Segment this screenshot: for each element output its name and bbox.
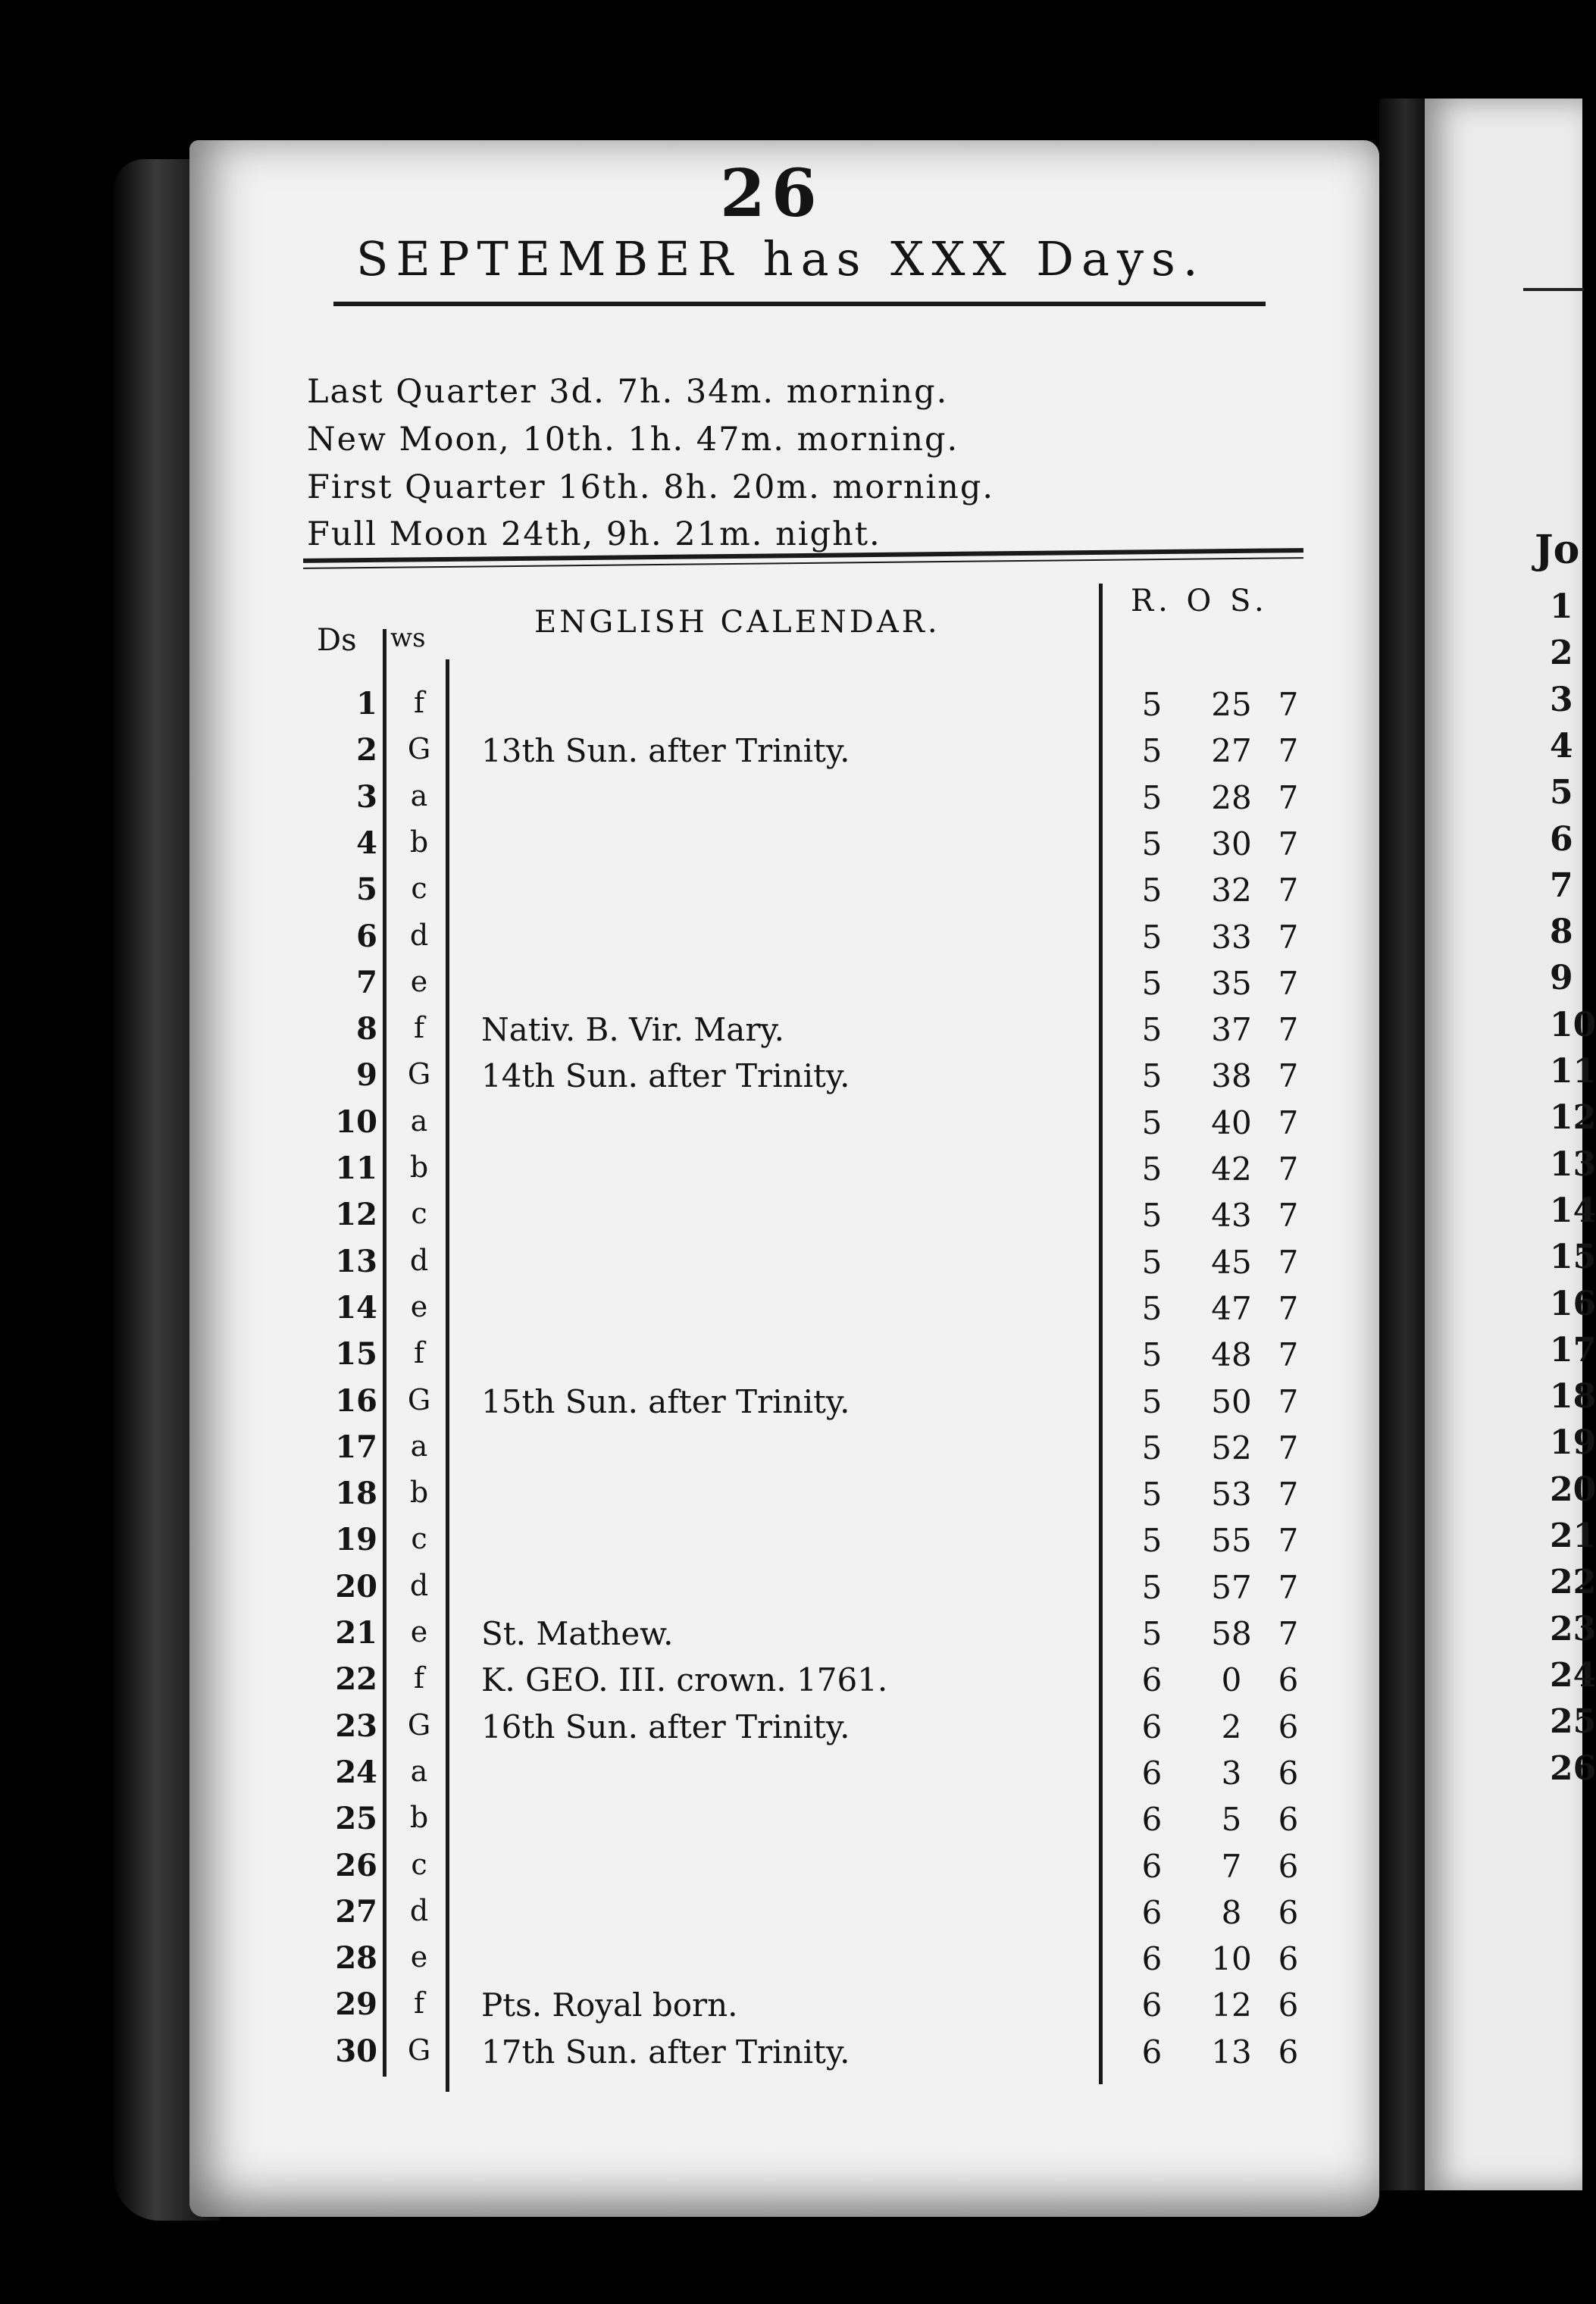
day-number: 11 — [335, 1150, 377, 1186]
facing-page-number: 18 — [1550, 1377, 1596, 1417]
sunrise-minute: 40 — [1211, 1103, 1252, 1141]
week-letter: f — [413, 1986, 425, 2021]
facing-page-number: 21 — [1550, 1517, 1596, 1555]
sunrise-hour: 5 — [1141, 872, 1163, 909]
facing-page-number: 3 — [1550, 680, 1573, 719]
sunrise-hour: 5 — [1141, 1057, 1163, 1095]
facing-page-number: 11 — [1550, 1052, 1596, 1091]
facing-page-number: 24 — [1550, 1655, 1596, 1695]
sunrise-hour: 5 — [1141, 1243, 1163, 1281]
sunset-hour: 7 — [1278, 825, 1299, 862]
facing-page-number: 23 — [1550, 1609, 1596, 1648]
sunrise-hour: 6 — [1141, 1893, 1163, 1931]
facing-page-number: 14 — [1550, 1191, 1596, 1230]
calendar-event: 13th Sun. after Trinity. — [481, 732, 850, 770]
sunset-hour: 7 — [1278, 686, 1299, 723]
sunrise-minute: 30 — [1211, 825, 1252, 862]
week-letter: a — [410, 778, 428, 812]
sunset-hour: 7 — [1278, 1568, 1299, 1606]
sunset-hour: 6 — [1278, 1754, 1299, 1792]
facing-page-number: 8 — [1550, 913, 1573, 952]
page-title: SEPTEMBER has XXX Days. — [356, 231, 1206, 286]
facing-page-number: 16 — [1550, 1284, 1596, 1323]
day-number: 10 — [335, 1103, 377, 1140]
column-divider-calendar — [1099, 584, 1103, 2084]
sunrise-minute: 33 — [1211, 918, 1252, 956]
column-divider-letters — [446, 659, 449, 2092]
day-number: 8 — [356, 1011, 377, 1047]
week-letter: f — [413, 686, 425, 719]
sunrise-minute: 38 — [1211, 1057, 1252, 1095]
sunrise-hour: 5 — [1141, 1336, 1163, 1374]
sunset-hour: 7 — [1278, 1429, 1299, 1467]
day-number: 2 — [356, 732, 377, 769]
sunrise-minute: 27 — [1211, 732, 1252, 770]
sunrise-minute: 57 — [1211, 1568, 1252, 1606]
sunrise-hour: 5 — [1141, 1289, 1163, 1327]
week-letter: b — [409, 1150, 429, 1184]
sunset-hour: 7 — [1278, 778, 1299, 816]
sunset-hour: 7 — [1278, 1336, 1299, 1374]
day-number: 23 — [335, 1708, 377, 1744]
calendar-event: 17th Sun. after Trinity. — [481, 2033, 850, 2071]
sunrise-hour: 6 — [1141, 1661, 1163, 1699]
sunrise-minute: 48 — [1211, 1336, 1252, 1374]
day-number: 21 — [335, 1615, 377, 1651]
facing-page-rule — [1523, 288, 1584, 291]
sunrise-minute: 42 — [1211, 1150, 1252, 1188]
facing-page-number: 9 — [1550, 959, 1573, 998]
sunrise-minute: 37 — [1211, 1011, 1252, 1049]
sunrise-minute: 53 — [1211, 1476, 1252, 1514]
sunrise-hour: 5 — [1141, 1615, 1163, 1652]
facing-page-number: 4 — [1550, 726, 1573, 765]
facing-page-number: 13 — [1550, 1144, 1596, 1184]
sunset-hour: 7 — [1278, 918, 1299, 956]
day-number: 14 — [335, 1289, 377, 1326]
week-letter: G — [407, 1057, 431, 1091]
week-letter-column-header: ws — [390, 623, 426, 653]
calendar-event: Pts. Royal born. — [481, 1986, 738, 2024]
sunset-hour: 6 — [1278, 1940, 1299, 1978]
week-letter: f — [413, 1661, 425, 1695]
day-number: 24 — [335, 1754, 377, 1790]
sunrise-hour: 5 — [1141, 1382, 1163, 1420]
column-divider-days — [383, 629, 386, 2077]
rise-set-column-header: R. O S. — [1131, 584, 1269, 618]
facing-page-number: 12 — [1550, 1098, 1596, 1138]
sunrise-minute: 47 — [1211, 1289, 1252, 1327]
week-letter: c — [411, 872, 427, 906]
sunrise-minute: 10 — [1211, 1940, 1252, 1978]
sunrise-hour: 5 — [1141, 1522, 1163, 1560]
day-number: 25 — [335, 1801, 377, 1837]
sunrise-hour: 6 — [1141, 2033, 1163, 2071]
day-number: 9 — [356, 1057, 377, 1094]
sunrise-minute: 3 — [1221, 1754, 1242, 1792]
sunrise-minute: 12 — [1211, 1986, 1252, 2024]
sunset-hour: 7 — [1278, 1150, 1299, 1188]
moon-phase-full-moon: Full Moon 24th, 9h. 21m. night. — [307, 515, 881, 553]
sunrise-hour: 6 — [1141, 1986, 1163, 2024]
sunset-hour: 7 — [1278, 872, 1299, 909]
sunset-hour: 6 — [1278, 1661, 1299, 1699]
week-letter: e — [410, 1615, 428, 1648]
day-number: 17 — [335, 1429, 377, 1465]
sunrise-minute: 35 — [1211, 964, 1252, 1002]
week-letter: d — [409, 1893, 429, 1927]
facing-page-number: 17 — [1550, 1330, 1596, 1370]
sunrise-hour: 5 — [1141, 1429, 1163, 1467]
week-letter: G — [407, 732, 431, 766]
sunrise-minute: 5 — [1221, 1801, 1242, 1839]
calendar-column-header: ENGLISH CALENDAR. — [534, 605, 940, 640]
sunset-hour: 6 — [1278, 1893, 1299, 1931]
week-letter: G — [407, 1382, 431, 1417]
facing-page-number: 10 — [1550, 1005, 1596, 1044]
facing-page-number: 2 — [1550, 634, 1573, 673]
sunrise-minute: 2 — [1221, 1708, 1242, 1745]
day-number: 19 — [335, 1522, 377, 1558]
sunset-hour: 7 — [1278, 1476, 1299, 1514]
sunrise-hour: 5 — [1141, 1150, 1163, 1188]
week-letter: c — [411, 1197, 427, 1231]
sunrise-hour: 6 — [1141, 1940, 1163, 1978]
sunrise-minute: 43 — [1211, 1197, 1252, 1235]
calendar-event: St. Mathew. — [481, 1615, 674, 1652]
day-number: 5 — [356, 872, 377, 908]
sunrise-hour: 6 — [1141, 1708, 1163, 1745]
day-number: 22 — [335, 1661, 377, 1698]
sunrise-hour: 5 — [1141, 1011, 1163, 1049]
title-rule — [333, 302, 1266, 306]
day-number: 7 — [356, 964, 377, 1000]
facing-page-number: 26 — [1550, 1748, 1596, 1788]
sunrise-minute: 32 — [1211, 872, 1252, 909]
sunrise-hour: 5 — [1141, 1476, 1163, 1514]
sunrise-hour: 6 — [1141, 1847, 1163, 1885]
day-number: 12 — [335, 1197, 377, 1233]
week-letter: f — [413, 1011, 425, 1045]
days-column-header: Ds — [317, 623, 357, 658]
sunrise-hour: 5 — [1141, 1568, 1163, 1606]
week-letter: b — [409, 1801, 429, 1835]
sunset-hour: 7 — [1278, 1011, 1299, 1049]
facing-page-number: 22 — [1550, 1563, 1596, 1602]
sunrise-hour: 5 — [1141, 1197, 1163, 1235]
sunrise-hour: 6 — [1141, 1801, 1163, 1839]
sunrise-minute: 13 — [1211, 2033, 1252, 2071]
sunrise-minute: 52 — [1211, 1429, 1252, 1467]
day-number: 26 — [335, 1847, 377, 1883]
week-letter: d — [409, 1568, 429, 1602]
day-number: 13 — [335, 1243, 377, 1279]
sunrise-hour: 6 — [1141, 1754, 1163, 1792]
sunrise-minute: 0 — [1221, 1661, 1242, 1699]
day-number: 28 — [335, 1940, 377, 1977]
sunset-hour: 6 — [1278, 2033, 1299, 2071]
facing-page-number: 20 — [1550, 1470, 1596, 1509]
day-number: 1 — [356, 686, 377, 722]
sunrise-hour: 5 — [1141, 686, 1163, 723]
week-letter: G — [407, 1708, 431, 1742]
day-number: 3 — [356, 778, 377, 815]
sunrise-minute: 58 — [1211, 1615, 1252, 1652]
sunrise-minute: 50 — [1211, 1382, 1252, 1420]
moon-phase-first-quarter: First Quarter 16th. 8h. 20m. morning. — [307, 468, 995, 506]
sunset-hour: 7 — [1278, 1197, 1299, 1235]
week-letter: a — [410, 1103, 428, 1138]
sunset-hour: 6 — [1278, 1801, 1299, 1839]
calendar-event: 15th Sun. after Trinity. — [481, 1382, 850, 1420]
sunset-hour: 7 — [1278, 1522, 1299, 1560]
sunset-hour: 6 — [1278, 1847, 1299, 1885]
facing-page-number: 19 — [1550, 1423, 1596, 1463]
sunrise-minute: 25 — [1211, 686, 1252, 723]
sunset-hour: 7 — [1278, 1243, 1299, 1281]
sunset-hour: 7 — [1278, 1057, 1299, 1095]
week-letter: G — [407, 2033, 431, 2067]
day-number: 6 — [356, 918, 377, 954]
facing-page-header: Jo — [1535, 527, 1580, 573]
page-number: 26 — [720, 155, 823, 232]
week-letter: d — [409, 918, 429, 952]
calendar-event: K. GEO. III. crown. 1761. — [481, 1661, 888, 1699]
calendar-event: 14th Sun. after Trinity. — [481, 1057, 850, 1095]
sunset-hour: 7 — [1278, 1615, 1299, 1652]
week-letter: c — [411, 1847, 427, 1881]
day-number: 18 — [335, 1476, 377, 1512]
sunrise-minute: 8 — [1221, 1893, 1242, 1931]
sunrise-hour: 5 — [1141, 732, 1163, 770]
week-letter: f — [413, 1336, 425, 1370]
sunrise-minute: 55 — [1211, 1522, 1252, 1560]
facing-page-number: 7 — [1550, 866, 1573, 905]
sunrise-hour: 5 — [1141, 1103, 1163, 1141]
day-number: 20 — [335, 1568, 377, 1604]
sunset-hour: 6 — [1278, 1708, 1299, 1745]
week-letter: e — [410, 964, 428, 998]
sunrise-hour: 5 — [1141, 778, 1163, 816]
week-letter: b — [409, 825, 429, 859]
moon-phase-new-moon: New Moon, 10th. 1h. 47m. morning. — [307, 421, 959, 459]
sunset-hour: 7 — [1278, 1103, 1299, 1141]
day-number: 30 — [335, 2033, 377, 2069]
sunset-hour: 7 — [1278, 732, 1299, 770]
sunrise-minute: 7 — [1221, 1847, 1242, 1885]
week-letter: e — [410, 1940, 428, 1974]
sunset-hour: 7 — [1278, 1382, 1299, 1420]
facing-page-number: 5 — [1550, 773, 1573, 812]
day-number: 16 — [335, 1382, 377, 1419]
day-number: 4 — [356, 825, 377, 861]
week-letter: a — [410, 1754, 428, 1788]
facing-page-number: 15 — [1550, 1238, 1596, 1277]
day-number: 15 — [335, 1336, 377, 1373]
sunrise-hour: 5 — [1141, 825, 1163, 862]
facing-page — [1425, 99, 1596, 2190]
sunrise-minute: 28 — [1211, 778, 1252, 816]
facing-page-number: 1 — [1550, 587, 1573, 626]
moon-phase-last-quarter: Last Quarter 3d. 7h. 34m. morning. — [307, 373, 949, 411]
week-letter: b — [409, 1476, 429, 1510]
day-number: 27 — [335, 1893, 377, 1930]
sunrise-hour: 5 — [1141, 964, 1163, 1002]
facing-page-number: 6 — [1550, 819, 1573, 859]
sunset-hour: 6 — [1278, 1986, 1299, 2024]
week-letter: e — [410, 1289, 428, 1323]
sunset-hour: 7 — [1278, 964, 1299, 1002]
sunrise-hour: 5 — [1141, 918, 1163, 956]
facing-page-number: 25 — [1550, 1702, 1596, 1742]
sunrise-minute: 45 — [1211, 1243, 1252, 1281]
calendar-event: Nativ. B. Vir. Mary. — [481, 1011, 784, 1049]
calendar-event: 16th Sun. after Trinity. — [481, 1708, 850, 1745]
day-number: 29 — [335, 1986, 377, 2023]
week-letter: d — [409, 1243, 429, 1277]
sunset-hour: 7 — [1278, 1289, 1299, 1327]
week-letter: a — [410, 1429, 428, 1463]
week-letter: c — [411, 1522, 427, 1556]
